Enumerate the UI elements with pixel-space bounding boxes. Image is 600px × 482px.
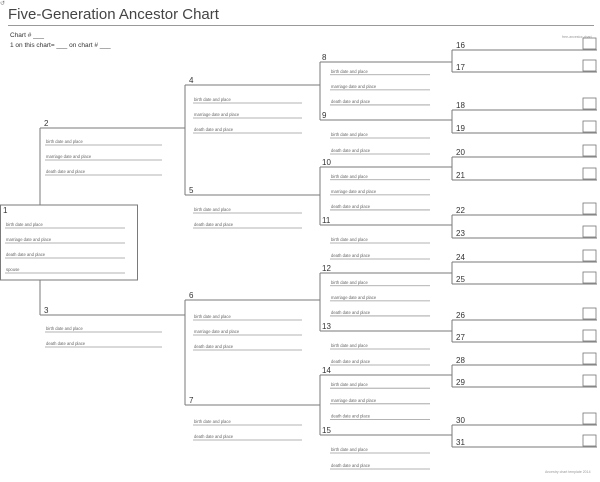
person-25-number: 25	[456, 275, 465, 284]
person-27-continued-chart-box[interactable]	[583, 330, 596, 341]
top-right-note: free-ancestor-chart	[562, 35, 592, 39]
marriage-date-place-label: marriage date and place	[194, 112, 240, 117]
birth-date-place-label: birth date and place	[331, 279, 368, 285]
bottom-right-note: Ancestry chart template 2014	[545, 470, 591, 474]
birth-date-place-label: birth date and place	[194, 207, 231, 212]
marriage-date-place-label: marriage date and place	[331, 83, 377, 89]
person-20-number: 20	[456, 148, 465, 157]
person-29-number: 29	[456, 378, 465, 387]
death-date-place-label: death date and place	[331, 98, 371, 104]
death-date-place-label: death date and place	[194, 344, 234, 349]
death-date-place-label: death date and place	[6, 252, 46, 257]
person-2-number: 2	[44, 119, 49, 128]
person-21-number: 21	[456, 171, 465, 180]
person-14-number: 14	[322, 366, 331, 375]
marriage-date-place-label: marriage date and place	[331, 397, 377, 403]
marriage-date-place-label: marriage date and place	[331, 294, 377, 300]
death-date-place-label: death date and place	[331, 253, 371, 258]
birth-date-place-label: birth date and place	[46, 326, 83, 331]
death-date-place-label: death date and place	[194, 127, 234, 132]
person-26-number: 26	[456, 311, 465, 320]
person-reference-field[interactable]: 1 on this chart= ___ on chart # ___	[10, 42, 111, 49]
person-31-continued-chart-box[interactable]	[583, 435, 596, 446]
person-21-continued-chart-box[interactable]	[583, 168, 596, 179]
birth-date-place-label: birth date and place	[331, 237, 368, 242]
person-16-number: 16	[456, 41, 465, 50]
birth-date-place-label: birth date and place	[194, 419, 231, 424]
person-15-number: 15	[322, 426, 331, 435]
person-19-continued-chart-box[interactable]	[583, 121, 596, 132]
person-19-number: 19	[456, 124, 465, 133]
death-date-place-label: death date and place	[331, 463, 371, 468]
person-23-continued-chart-box[interactable]	[583, 226, 596, 237]
birth-date-place-label: birth date and place	[331, 382, 368, 388]
person-22-continued-chart-box[interactable]	[583, 203, 596, 214]
person-30-number: 30	[456, 416, 465, 425]
corner-mark: ↺	[0, 1, 6, 7]
person-31-number: 31	[456, 438, 465, 447]
person-9-number: 9	[322, 111, 327, 120]
birth-date-place-label: birth date and place	[46, 139, 83, 144]
marriage-date-place-label: marriage date and place	[46, 154, 92, 159]
person-10-number: 10	[322, 158, 331, 167]
death-date-place-label: death date and place	[46, 169, 86, 174]
person-26-continued-chart-box[interactable]	[583, 308, 596, 319]
person-30-continued-chart-box[interactable]	[583, 413, 596, 424]
marriage-date-place-label: marriage date and place	[6, 237, 52, 242]
person-18-continued-chart-box[interactable]	[583, 98, 596, 109]
page-title: Five-Generation Ancestor Chart	[8, 6, 219, 23]
person-29-continued-chart-box[interactable]	[583, 375, 596, 386]
marriage-date-place-label: marriage date and place	[331, 188, 377, 194]
person-22-number: 22	[456, 206, 465, 215]
birth-date-place-label: birth date and place	[331, 68, 368, 74]
marriage-date-place-label: marriage date and place	[194, 329, 240, 334]
birth-date-place-label: birth date and place	[331, 132, 368, 137]
person-24-continued-chart-box[interactable]	[583, 250, 596, 261]
death-date-place-label: death date and place	[331, 148, 371, 153]
person-1-box[interactable]	[1, 205, 138, 280]
person-28-number: 28	[456, 356, 465, 365]
death-date-place-label: death date and place	[331, 309, 371, 315]
person-27-number: 27	[456, 333, 465, 342]
chart-number-field[interactable]: Chart # ___	[10, 32, 44, 39]
person-6-number: 6	[189, 291, 194, 300]
person-25-continued-chart-box[interactable]	[583, 272, 596, 283]
person-28-continued-chart-box[interactable]	[583, 353, 596, 364]
birth-date-place-label: birth date and place	[331, 447, 368, 452]
death-date-place-label: death date and place	[194, 434, 234, 439]
person-5-number: 5	[189, 186, 194, 195]
person-11-number: 11	[322, 216, 331, 225]
birth-date-place-label: birth date and place	[331, 173, 368, 179]
person-1-number: 1	[3, 206, 8, 215]
person-8-number: 8	[322, 53, 327, 62]
person-7-number: 7	[189, 396, 194, 405]
person-16-continued-chart-box[interactable]	[583, 38, 596, 49]
death-date-place-label: death date and place	[331, 203, 371, 209]
person-18-number: 18	[456, 101, 465, 110]
person-13-number: 13	[322, 322, 331, 331]
spouse-date-place-label: spouse	[6, 267, 20, 272]
person-4-number: 4	[189, 76, 194, 85]
person-23-number: 23	[456, 229, 465, 238]
person-17-number: 17	[456, 63, 465, 72]
death-date-place-label: death date and place	[331, 413, 371, 419]
death-date-place-label: death date and place	[194, 222, 234, 227]
person-24-number: 24	[456, 253, 465, 262]
birth-date-place-label: birth date and place	[194, 314, 231, 319]
birth-date-place-label: birth date and place	[331, 343, 368, 348]
birth-date-place-label: birth date and place	[6, 222, 43, 227]
death-date-place-label: death date and place	[46, 341, 86, 346]
birth-date-place-label: birth date and place	[194, 97, 231, 102]
death-date-place-label: death date and place	[331, 359, 371, 364]
person-17-continued-chart-box[interactable]	[583, 60, 596, 71]
person-3-number: 3	[44, 306, 49, 315]
person-12-number: 12	[322, 264, 331, 273]
person-20-continued-chart-box[interactable]	[583, 145, 596, 156]
